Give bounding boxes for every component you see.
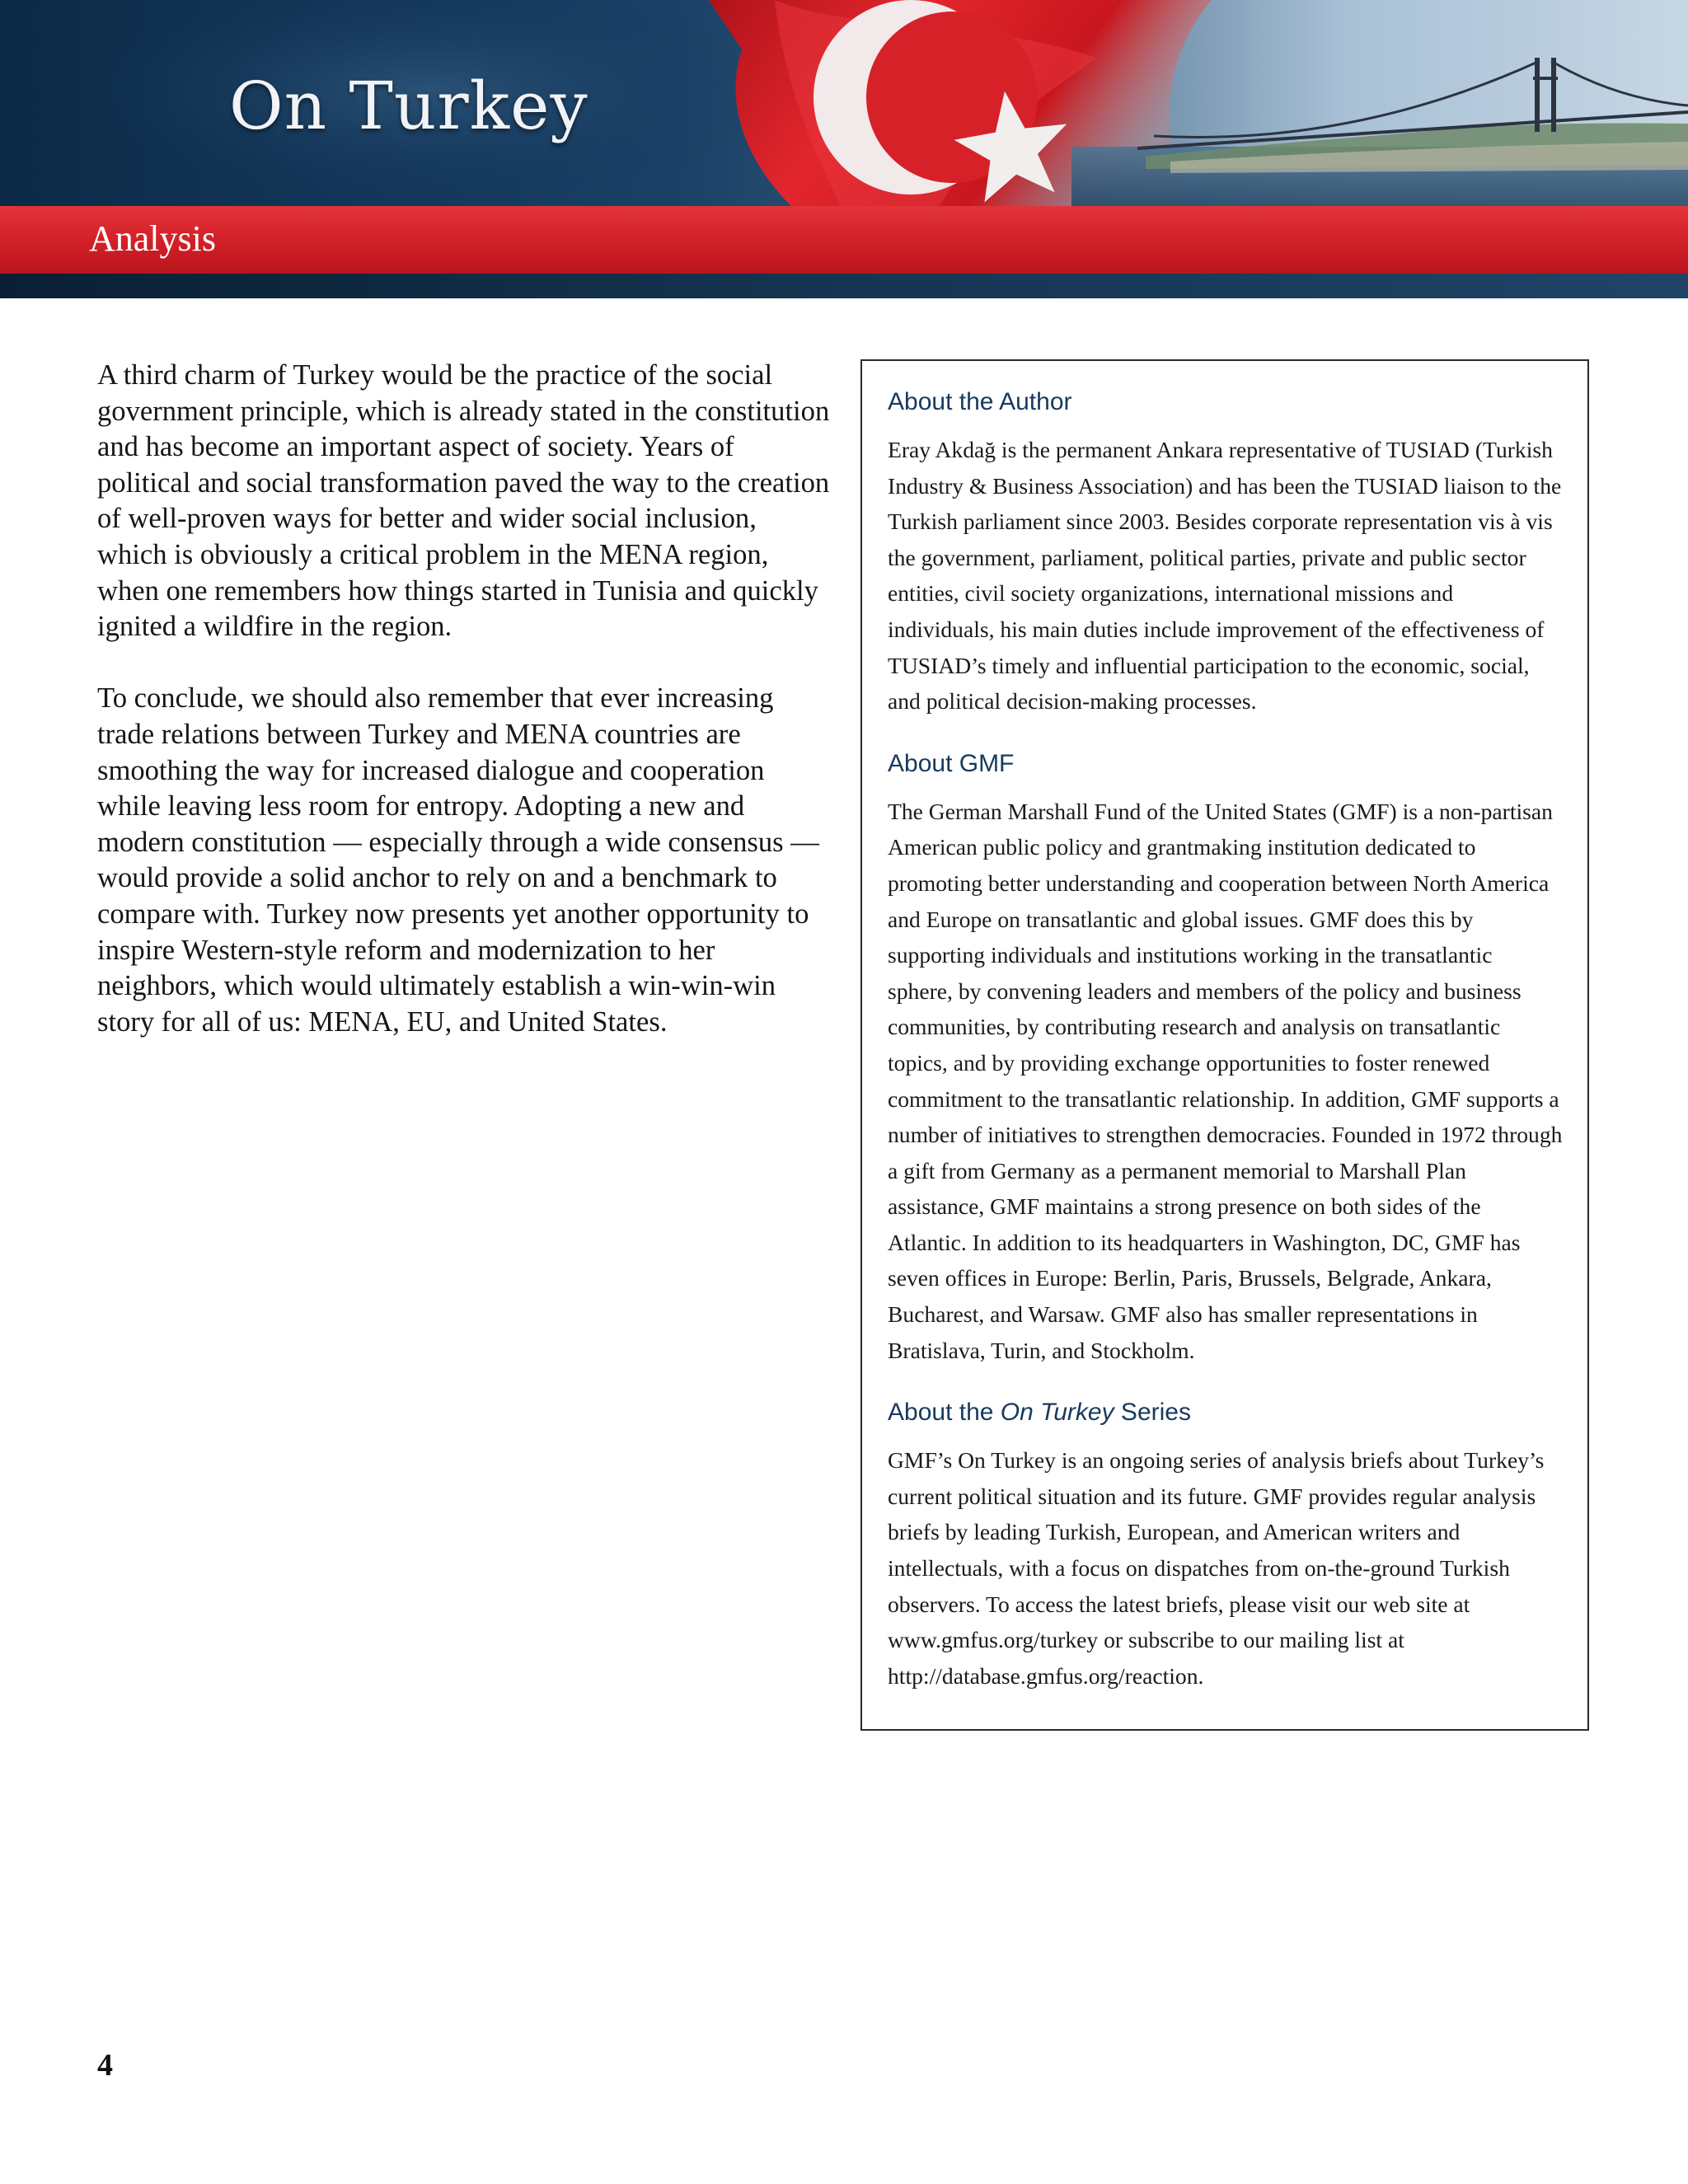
- about-series-heading-italic: On Turkey: [1000, 1399, 1114, 1427]
- about-author-text: Eray Akdağ is the permanent Ankara representative of TUSIAD (Turkish Industry & Business Association) and has been the TUSIAD liaison to the Turkish parliament since 2003. Besides corporate representation vis à vis the government, parliament, political parties, private and public sector entities, civil society organizations, international missions and individuals, his main duties include improvement of the effectiveness of TUSIAD’s timely and influential participation to the economic, social, and political decision-making processes.: [888, 437, 1562, 715]
- about-series-heading: [888, 1396, 1563, 1429]
- banner-bottom-strip: [0, 274, 1688, 298]
- section-bar: [0, 206, 1688, 274]
- about-series-text: GMF’s On Turkey is an ongoing series of analysis briefs about Turkey’s current political situation and its future. GMF provides regular analysis briefs by leading Turkish, European, and American writers and intellectuals, with a focus on dispatches from on-the-ground Turkish observers. To access the latest briefs, please visit our web site at www.gmfus.org/turkey or subscribe to our mailing list at http://database.gmfus.org/reaction.: [888, 1447, 1545, 1689]
- article-paragraph: To conclude, we should also remember that ever increasing trade relations between Turkey and MENA countries are smoothing the way for increased dialogue and cooperation while leaving less room for entropy. Adopting a new and modern constitution — especially through a wide consensus — would provide a solid anchor to rely on and a benchmark to compare with. Turkey now presents yet another opportunity to inspire Western-style reform and modernization to her neighbors, which would ultimately establish a win-win-win story for all of us: MENA, EU, and United States.: [97, 682, 819, 1038]
- about-gmf-heading: About GMF: [888, 749, 1015, 777]
- about-series-heading-suffix: Series: [1114, 1399, 1191, 1427]
- section-label: Analysis: [89, 218, 216, 259]
- about-gmf-text: The German Marshall Fund of the United States (GMF) is a non-partisan American public policy and grantmaking institution dedicated to promoting better understanding and cooperation between North America and Europe on transatlantic and global issues. GMF does this by supporting individuals and institutions working in the transatlantic sphere, by convening leaders and members of the policy and business communities, by contributing research and analysis on transatlantic topics, and by providing exchange opportunities to foster renewed commitment to the transatlantic relationship. In addition, GMF supports a number of initiatives to strengthen democracies. Founded in 1972 through a gift from Germany as a permanent memorial to Marshall Plan assistance, GMF maintains a strong presence on both sides of the Atlantic. In addition to its headquarters in Washington, DC, GMF has seven offices in Europe: Berlin, Paris, Brussels, Belgrade, Ankara, Bucharest, and Warsaw. GMF also has smaller representations in Bratislava, Turin, and Stockholm.: [888, 798, 1563, 1363]
- about-sidebar-box: [860, 359, 1589, 1731]
- series-title: On Turkey: [229, 68, 588, 144]
- header-banner: [0, 0, 1688, 298]
- page-number: 4: [97, 2048, 113, 2083]
- about-series-heading-prefix: About the: [888, 1399, 1001, 1427]
- main-article-column: [97, 358, 831, 1076]
- about-author-heading: About the Author: [888, 388, 1072, 415]
- article-paragraph: A third charm of Turkey would be the practice of the social government principle, which is already stated in the constitution and has become an important aspect of society. Years of political and social transformation paved the way to the creation of well-proven ways for better and wider social inclusion, which is obviously a critical problem in the MENA region, when one remembers how things started in Tunisia and quickly ignited a wildfire in the region.: [97, 359, 830, 643]
